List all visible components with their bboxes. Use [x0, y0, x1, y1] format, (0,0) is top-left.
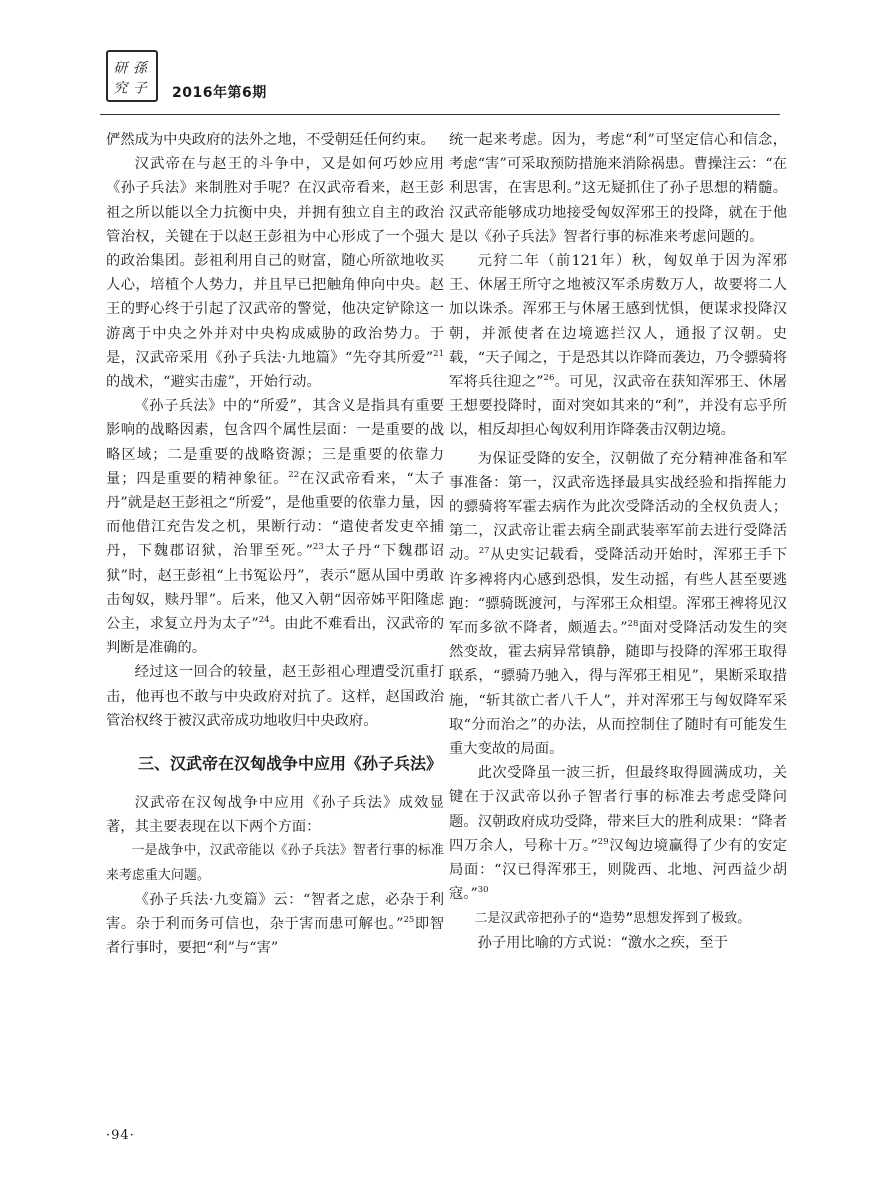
page-header	[106, 50, 786, 112]
text-run: 为保证受降的安全，汉朝做了充分精神准备和军事准备：第一，汉武帝选择最具实战经验和指挥能力的骠骑将军霍去病作为此次受降活动的全权负责人；第二，汉武帝让霍去病全副武装率军前去进行受降活动。	[449, 450, 787, 564]
text-run: 二是汉武帝把孙子的“造势”思想发挥到了极致。	[474, 910, 751, 926]
text-run: 即智者行事时，要把“利”与“害”	[106, 916, 444, 957]
text-run: 汉武帝在汉匈战争中应用《孙子兵法》成效显著，其主要表现在以下两个方面：	[106, 795, 444, 836]
body-paragraph	[106, 152, 444, 394]
footnote-ref: 23	[312, 542, 324, 553]
text-run: 《孙子兵法·九变篇》云：“智者之虑，必杂于利害。杂于利而务可信也，杂于害而患可解也。”	[106, 891, 444, 933]
text-run: 汉武帝在与赵王的斗争中，又是如何巧妙应用《孙子兵法》来制胜对手呢？在汉武帝看来，赵王彭祖之所以能以全力抗衡中央，并拥有独立自主的政治管治权，关键在于以赵王彭祖为中心形成了一个强大的政治集团。彭祖利用自己的财富，随心所欲地收买人心，培植个人势力，并且早已把触角伸向中央。赵王的野心终于引起了汉武帝的警觉，他决定铲除这一游离于中央之外并对中央构成威胁的政治势力。于是，汉武帝采用《孙子兵法·九地篇》“先夺其所爱”	[106, 156, 444, 366]
footnote-ref: 29	[597, 837, 609, 848]
page-number: ·94·	[106, 1128, 135, 1143]
footnote-ref: 24	[258, 615, 270, 626]
svg-text:究: 究	[113, 80, 128, 97]
footnote-ref: 26	[543, 373, 555, 384]
text-run: 太子丹“下魏郡诏狱”时，赵王彭祖“上书冤讼丹”，表示“愿从国中勇敢击匈奴，赎丹罪”。后来，他又入朝“因帝姊平阳隆虑公主，求复立丹为太子”	[106, 543, 444, 633]
footnote-ref: 21	[433, 349, 444, 360]
journal-logo	[106, 50, 158, 102]
text-run: 三、汉武帝在汉匈战争中应用《孙子兵法》	[138, 754, 443, 774]
svg-text:孫: 孫	[132, 60, 147, 77]
text-run: 孙子用比喻的方式说：“激水之疾，至于	[477, 934, 728, 951]
text-run: 面对受降活动发生的突然变故，霍去病异常镇静，随即与投降的浑邪王取得联系，“骠骑乃驰入，得与浑邪王相见”，果断采取措施，“斩其欲亡者八千人”，并对浑邪王与匈奴降军采取“分而治之”的办法，从而控制住了随时有可能发生重大变故的局面。	[449, 620, 787, 758]
header-rule	[100, 114, 780, 115]
text-run: 经过这一回合的较量，赵王彭祖心理遭受沉重打击，他再也不敢与中央政府对抗了。这样，赵国政治管治权终于被汉武帝成功地收归中央政府。	[106, 664, 444, 729]
section-heading	[106, 751, 444, 777]
body-paragraph	[449, 249, 787, 443]
left-column	[106, 128, 444, 961]
body-paragraph	[106, 888, 444, 961]
body-paragraph	[106, 791, 444, 839]
svg-text:研: 研	[113, 60, 128, 77]
text-run: 元狩二年（前121年）秋，匈奴单于因为浑邪王、休屠王所守之地被汉军杀虏数万人，故要将二人加以诛杀。浑邪王与休屠王感到忧惧，便谋求投降汉朝，并派使者在边境遮拦汉人，通报了汉朝。史载，“天子闻之，于是恐其以诈降而袭边，乃令骠骑将军将兵往迎之”	[449, 253, 787, 391]
body-paragraph	[106, 394, 444, 660]
text-run: 此次受降虽一波三折，但最终取得圆满成功，关键在于汉武帝以孙子智者行事的标准去考虑受降问题。汉朝政府成功受降，带来巨大的胜利成果：“降者四万余人，号称十万。”	[449, 765, 787, 854]
footnote-ref: 28	[627, 619, 639, 630]
text-run: 的战术，“避实击虚”，开始行动。	[106, 374, 321, 391]
svg-text:子: 子	[132, 80, 147, 97]
footnote-ref: 30	[477, 885, 489, 896]
body-paragraph	[106, 660, 444, 733]
text-run: 俨然成为中央政府的法外之地，不受朝廷任何约束。	[106, 132, 435, 148]
text-run: 《孙子兵法》中的“所爱”，其含义是指具有重要影响的战略因素，包含四个属性层面：一是重要的战略区域；二是重要的战略资源；三是重要的依靠力量；四是重要的精神象征。	[106, 398, 444, 487]
text-run: 汉匈边境赢得了少有的安定局面：“汉已得浑邪王，则陇西、北地、河西益少胡寇。”	[449, 837, 787, 903]
text-run: 。由此不难看出，汉武帝的判断是准确的。	[106, 616, 444, 657]
body-paragraph	[449, 447, 787, 762]
text-run: 。可见，汉武帝在获知浑邪王、休屠王想要投降时，面对突如其来的“利”，并没有忘乎所以，相反却担心匈奴利用诈降袭击汉朝边境。	[449, 374, 787, 439]
footnote-ref: 22	[288, 470, 300, 481]
body-paragraph	[449, 128, 787, 249]
footnote-ref: 25	[403, 915, 415, 926]
body-paragraph	[449, 761, 787, 906]
body-paragraph	[449, 931, 787, 955]
journal-logo-seal	[108, 52, 156, 100]
body-paragraph	[106, 839, 444, 887]
issue-label: 2016年第6期	[172, 85, 267, 101]
right-column	[449, 128, 787, 955]
text-run: 一是战争中，汉武帝能以《孙子兵法》智者行事的标准来考虑重大问题。	[106, 843, 444, 883]
body-paragraph	[449, 907, 787, 931]
text-run: 在汉武帝看来，“太子丹”就是赵王彭祖之“所爱”，是他重要的依靠力量，因而他借江充告发之机，果断行动：“遣使者发吏卒捕丹，下魏郡诏狱，治罪至死。”	[106, 470, 445, 560]
text-run: 统一起来考虑。因为，考虑“利”可坚定信心和信念，考虑“害”可采取预防措施来消除祸患。曹操注云：“在利思害，在害思利。”这无疑抓住了孙子思想的精髓。汉武帝能够成功地接受匈奴浑邪王的投降，就在于他是以《孙子兵法》智者行事的标准来考虑问题的。	[449, 132, 787, 245]
footnote-ref: 27	[478, 546, 490, 557]
text-run: 从史实记载看，受降活动开始时，浑邪王手下许多裨将内心感到恐惧，发生动摇，有些人甚至要逃跑：“骠骑既渡河，与浑邪王众相望。浑邪王裨将见汉军而多欲不降者，颇遁去。”	[449, 547, 788, 637]
body-paragraph	[106, 128, 444, 152]
